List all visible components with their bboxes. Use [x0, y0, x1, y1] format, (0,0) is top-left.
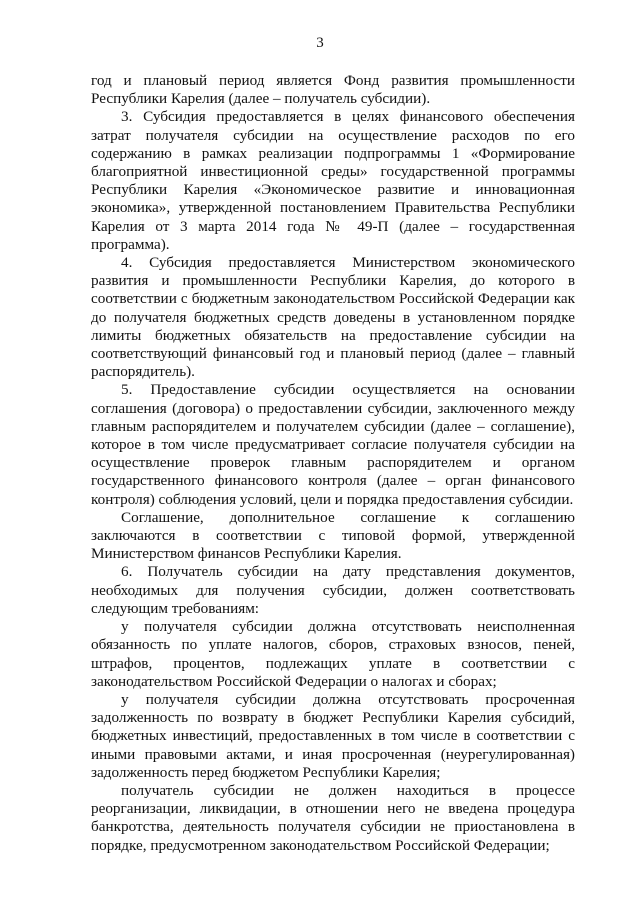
paragraph-item-5: 5. Предоставление субсидии осуществляется на основании соглашения (договора) о предоставлении субсидии, заключенного между главным распорядителем и получателем субсидии (далее – соглашение), которое в том числе предусматривает согласие получателя субсидии на осуществление проверок главным распорядителем и органом государственного финансового контроля (далее – орган финансового контроля) соблюдения условий, цели и порядка предоставления субсидии. [91, 381, 575, 508]
paragraph-continuation: год и плановый период является Фонд развития промышленности Республики Карелия (далее – получатель субсидии). [91, 72, 575, 108]
paragraph-item-3: 3. Субсидия предоставляется в целях финансового обеспечения затрат получателя субсидии на осуществление расходов по его содержанию в рамках реализации подпрограммы 1 «Формирование благоприятной инвестиционной среды» государственной программы Республики Карелия «Экономическое развитие и инновационная экономика», утвержденной постановлением Правительства Республики Карелия от 3 марта 2014 года № 49-П (далее – государственная программа). [91, 108, 575, 253]
page-number: 3 [316, 35, 324, 51]
requirement-no-reorganization: получатель субсидии не должен находиться в процессе реорганизации, ликвидации, в отношении него не введена процедура банкротства, деятельность получателя субсидии не приостановлена в порядке, предусмотренном законодательством Российской Федерации; [91, 781, 575, 854]
paragraph-item-6: 6. Получатель субсидии на дату представления документов, необходимых для получения субсидии, должен соответствовать следующим требованиям: [91, 563, 575, 617]
document-body [91, 72, 575, 855]
paragraph-agreement: Соглашение, дополнительное соглашение к соглашению заключаются в соответствии с типовой формой, утвержденной Министерством финансов Республики Карелия. [91, 508, 575, 563]
requirement-tax-debt: у получателя субсидии должна отсутствовать неисполненная обязанность по уплате налогов, сборов, страховых взносов, пеней, штрафов, процентов, подлежащих уплате в соответствии с законодательством Российской Федерации о налогах и сборах; [91, 618, 575, 690]
requirement-budget-debt: у получателя субсидии должна отсутствовать просроченная задолженность по возврату в бюджет Республики Карелия субсидий, бюджетных инвестиций, предоставленных в том числе в соответствии с иными правовыми актами, и иная просроченная (неурегулированная) задолженность перед бюджетом Республики Карелия; [91, 690, 575, 781]
paragraph-item-4: 4. Субсидия предоставляется Министерством экономического развития и промышленности Республики Карелия, до которого в соответствии с бюджетным законодательством Российской Федерации как до получателя бюджетных средств доведены в установленном порядке лимиты бюджетных обязательств на предоставление субсидии на соответствующий финансовый год и плановый период (далее – главный распорядитель). [91, 254, 575, 381]
